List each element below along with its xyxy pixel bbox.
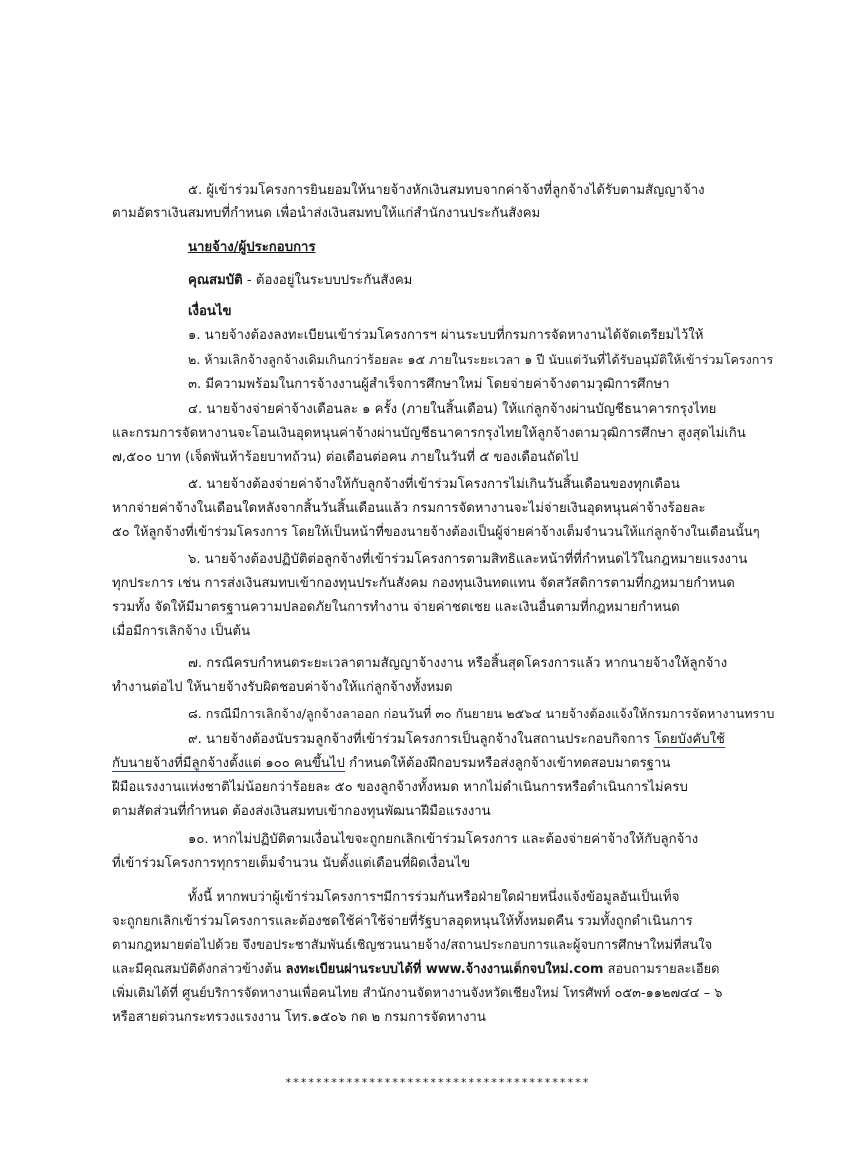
condition-9-line3: ฝีมือแรงงานแห่งชาติไม่น้อยกว่าร้อยละ ๕๐ ของลูกจ้างทั้งหมด หากไม่ดำเนินการหรือดำเนินการไม่ครบ: [112, 780, 688, 795]
closing-line1: ทั้งนี้ หากพบว่าผู้เข้าร่วมโครงการฯมีการร่วมกันหรือฝ่ายใดฝ่ายหนึ่งแจ้งข้อมูลอันเป็นเท็จ: [188, 890, 680, 905]
condition-6-line2: ทุกประการ เช่น การส่งเงินสมทบเข้ากองทุนประกันสังคม กองทุนเงินทดแทน จัดสวัสดิการตามที่กฎหมายกำหนด: [112, 576, 735, 591]
closing-line2: จะถูกยกเลิกเข้าร่วมโครงการและต้องชดใช้ค่าใช้จ่ายที่รัฐบาลอุดหนุนให้ทั้งหมดคืน รวมทั้งถูกดำเนินการ: [112, 914, 693, 929]
condition-9-emphasis-a: โดยบังคับใช้: [654, 732, 725, 747]
condition-2: ๒. ห้ามเลิกจ้างลูกจ้างเดิมเกินกว่าร้อยละ ๑๕ ภายในระยะเวลา ๑ ปี นับแต่วันที่ได้รับอนุมัติให้เข้าร่วมโครงการ: [188, 352, 774, 367]
condition-1: ๑. นายจ้างต้องลงทะเบียนเข้าร่วมโครงการฯ ผ่านระบบที่กรมการจัดหางานได้จัดเตรียมไว้ให้: [188, 328, 704, 343]
condition-3: ๓. มีความพร้อมในการจ้างงานผู้สำเร็จการศึกษาใหม่ โดยจ่ายค่าจ้างตามวุฒิการศึกษา: [188, 377, 670, 392]
condition-5-line1: ๕. นายจ้างต้องจ่ายค่าจ้างให้กับลูกจ้างที่เข้าร่วมโครงการไม่เกินวันสิ้นเดือนของทุกเดือน: [188, 477, 680, 492]
closing-line3: ตามกฎหมายต่อไปด้วย จึงขอประชาสัมพันธ์เชิญชวนนายจ้าง/สถานประกอบการและผู้จบการศึกษาใหม่ที่สนใจ: [112, 938, 713, 953]
condition-5-line2: หากจ่ายค่าจ้างในเดือนใดหลังจากสิ้นวันสิ้นเดือนแล้ว กรมการจัดหางานจะไม่จ่ายเงินอุดหนุนค่าจ้างร้อยละ: [112, 501, 706, 516]
condition-7-line1: ๗. กรณีครบกำหนดระยะเวลาตามสัญญาจ้างงาน หรือสิ้นสุดโครงการแล้ว หากนายจ้างให้ลูกจ้าง: [188, 656, 728, 671]
qualification-label: คุณสมบัติ: [188, 273, 243, 288]
end-divider: ****************************************: [285, 1076, 590, 1089]
closing-line4-text: และมีคุณสมบัติดังกล่าวข้างต้น: [112, 962, 286, 977]
closing-line6: หรือสายด่วนกระทรวงแรงงาน โทร.๑๕๐๖ กด ๒ กรมการจัดหางาน: [112, 1010, 486, 1025]
condition-7-line2: ทำงานต่อไป ให้นายจ้างรับผิดชอบค่าจ้างให้แก่ลูกจ้างทั้งหมด: [112, 680, 453, 695]
condition-4-line1: ๔. นายจ้างจ่ายค่าจ้างเดือนละ ๑ ครั้ง (ภายในสิ้นเดือน) ให้แก่ลูกจ้างผ่านบัญชีธนาคารกรุงไทย: [188, 402, 717, 417]
condition-9-line2-text: กำหนดให้ต้องฝึกอบรมหรือส่งลูกจ้างเข้าทดสอบมาตรฐาน: [344, 756, 671, 771]
condition-4-line3: ๗,๕๐๐ บาท (เจ็ดพันห้าร้อยบาทถ้วน) ต่อเดือนต่อคน ภายในวันที่ ๕ ของเดือนถัดไป: [112, 450, 579, 465]
item5-line2: ตามอัตราเงินสมทบที่กำหนด เพื่อนำส่งเงินสมทบให้แก่สำนักงานประกันสังคม: [112, 206, 541, 221]
conditions-heading: เงื่อนไข: [188, 304, 232, 319]
condition-6-line1: ๖. นายจ้างต้องปฏิบัติต่อลูกจ้างที่เข้าร่วมโครงการตามสิทธิและหน้าที่ที่กำหนดไว้ในกฎหมายแรงงาน: [188, 552, 748, 567]
condition-8: ๘. กรณีมีการเลิกจ้าง/ลูกจ้างลาออก ก่อนวันที่ ๓๐ กันยายน ๒๕๖๔ นายจ้างต้องแจ้งให้กรมการจัดหางานทราบ: [188, 706, 775, 721]
item5-line1: ๕. ผู้เข้าร่วมโครงการยินยอมให้นายจ้างหักเงินสมทบจากค่าจ้างที่ลูกจ้างได้รับตามสัญญาจ้าง: [188, 183, 705, 198]
qualification: [188, 270, 412, 292]
condition-9-emphasis-b: กับนายจ้างที่มีลูกจ้างตั้งแต่ ๑๐๐ คนขึ้นไป: [112, 756, 345, 771]
closing-line4: [112, 959, 720, 981]
closing-line4-tail: สอบถามรายละเอียด: [603, 962, 720, 977]
condition-10-line2: ที่เข้าร่วมโครงการทุกรายเต็มจำนวน นับตั้งแต่เดือนที่ผิดเงื่อนไข: [112, 856, 471, 871]
condition-9-line1-text: ๙. นายจ้างต้องนับรวมลูกจ้างที่เข้าร่วมโครงการเป็นลูกจ้างในสถานประกอบกิจการ: [188, 732, 655, 747]
registration-website: ลงทะเบียนผ่านระบบได้ที่ www.จ้างงานเด็กจบใหม่.com: [285, 962, 604, 977]
condition-9-line4: ตามสัดส่วนที่กำหนด ต้องส่งเงินสมทบเข้ากองทุนพัฒนาฝีมือแรงงาน: [112, 804, 491, 819]
employer-heading: นายจ้าง/ผู้ประกอบการ: [188, 240, 316, 255]
qualification-text: - ต้องอยู่ในระบบประกันสังคม: [242, 273, 413, 288]
condition-9-line2: [112, 753, 670, 775]
condition-5-line3: ๕๐ ให้ลูกจ้างที่เข้าร่วมโครงการ โดยให้เป็นหน้าที่ของนายจ้างต้องเป็นผู้จ่ายค่าจ้างเต็มจำนวนให้แก่ลูกจ้างในเดือนนั้นๆ: [112, 525, 760, 540]
closing-line5: เพิ่มเติมได้ที่ ศูนย์บริการจัดหางานเพื่อคนไทย สำนักงานจัดหางานจังหวัดเชียงใหม่ โทรศัพท์ ๐๕๓-๑๑๒๗๔๔ – ๖: [112, 986, 723, 1001]
condition-6-line3: รวมทั้ง จัดให้มีมาตรฐานความปลอดภัยในการทำงาน จ่ายค่าชดเชย และเงินอื่นตามที่กฎหมายกำหนด: [112, 600, 680, 615]
condition-4-line2: และกรมการจัดหางานจะโอนเงินอุดหนุนค่าจ้างผ่านบัญชีธนาคารกรุงไทยให้ลูกจ้างตามวุฒิการศึกษา สูงสุดไม่เกิน: [112, 426, 746, 441]
condition-6-line4: เมื่อมีการเลิกจ้าง เป็นต้น: [112, 624, 251, 639]
condition-10-line1: ๑๐. หากไม่ปฏิบัติตามเงื่อนไขจะถูกยกเลิกเข้าร่วมโครงการ และต้องจ่ายค่าจ้างให้กับลูกจ้าง: [188, 832, 699, 847]
condition-9-line1: [188, 729, 725, 751]
